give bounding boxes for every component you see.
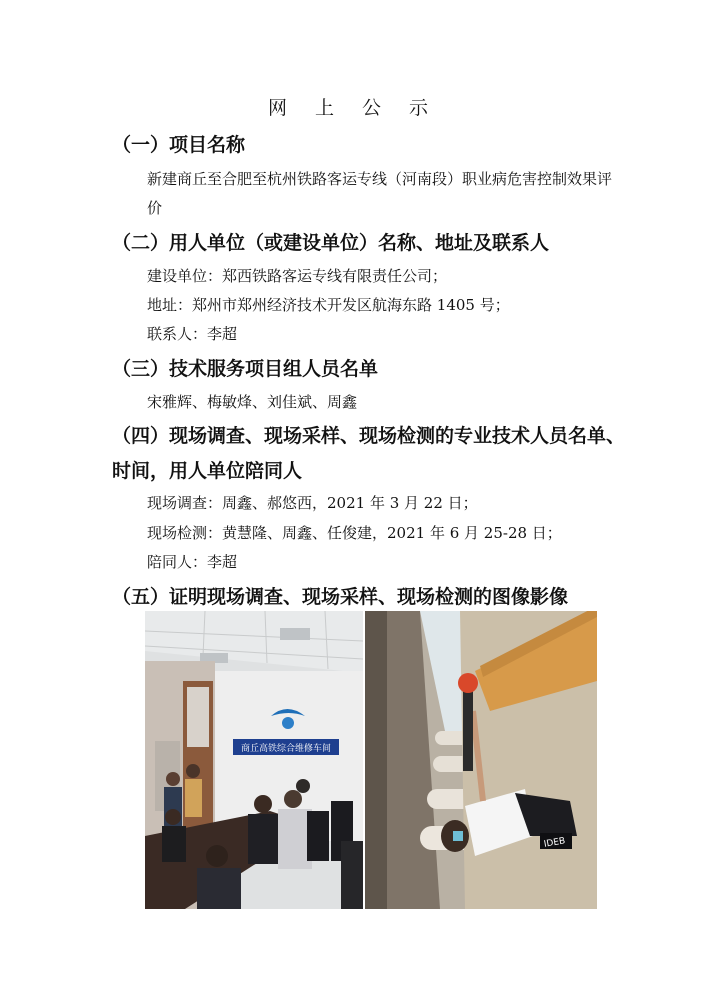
survey-info: 现场调查：周鑫、郝悠西，2021 年 3 月 22 日； (147, 494, 478, 512)
shirt-text: IDEB (543, 836, 567, 850)
contact-person: 联系人：李超 (147, 325, 238, 343)
construction-unit: 建设单位：郑西铁路客运专线有限责任公司； (147, 267, 448, 285)
meeting-sign-text: 商丘高铁综合维修车间 (240, 744, 332, 754)
platform-testing-photo (365, 611, 597, 909)
project-name: 新建商丘至合肥至杭州铁路客运专线（河南段）职业病危害控制效果评价 (147, 170, 613, 217)
section-5-heading: （五）证明现场调查、现场采样、现场检测的图像影像 (112, 586, 569, 608)
section-1-heading: （一）项目名称 (112, 134, 246, 156)
section-3-heading: （三）技术服务项目组人员名单 (112, 358, 379, 380)
section-4-heading-line1: （四）现场调查、现场采样、现场检测的专业技术人员名单、 (112, 425, 626, 447)
unit-address: 地址：郑州市郑州经济技术开发区航海东路 1405 号； (147, 296, 510, 314)
section-4-heading-line2: 时间，用人单位陪同人 (112, 460, 303, 482)
companion-info: 陪同人：李超 (147, 553, 238, 571)
page-title: 网 上 公 示 (267, 97, 440, 119)
meeting-room-photo (145, 611, 363, 909)
testing-info: 现场检测：黄慧隆、周鑫、任俊建，2021 年 6 月 25-28 日； (147, 524, 562, 542)
section-2-heading: （二）用人单位（或建设单位）名称、地址及联系人 (112, 232, 550, 254)
team-members: 宋雅辉、梅敏烽、刘佳斌、周鑫 (147, 393, 358, 411)
